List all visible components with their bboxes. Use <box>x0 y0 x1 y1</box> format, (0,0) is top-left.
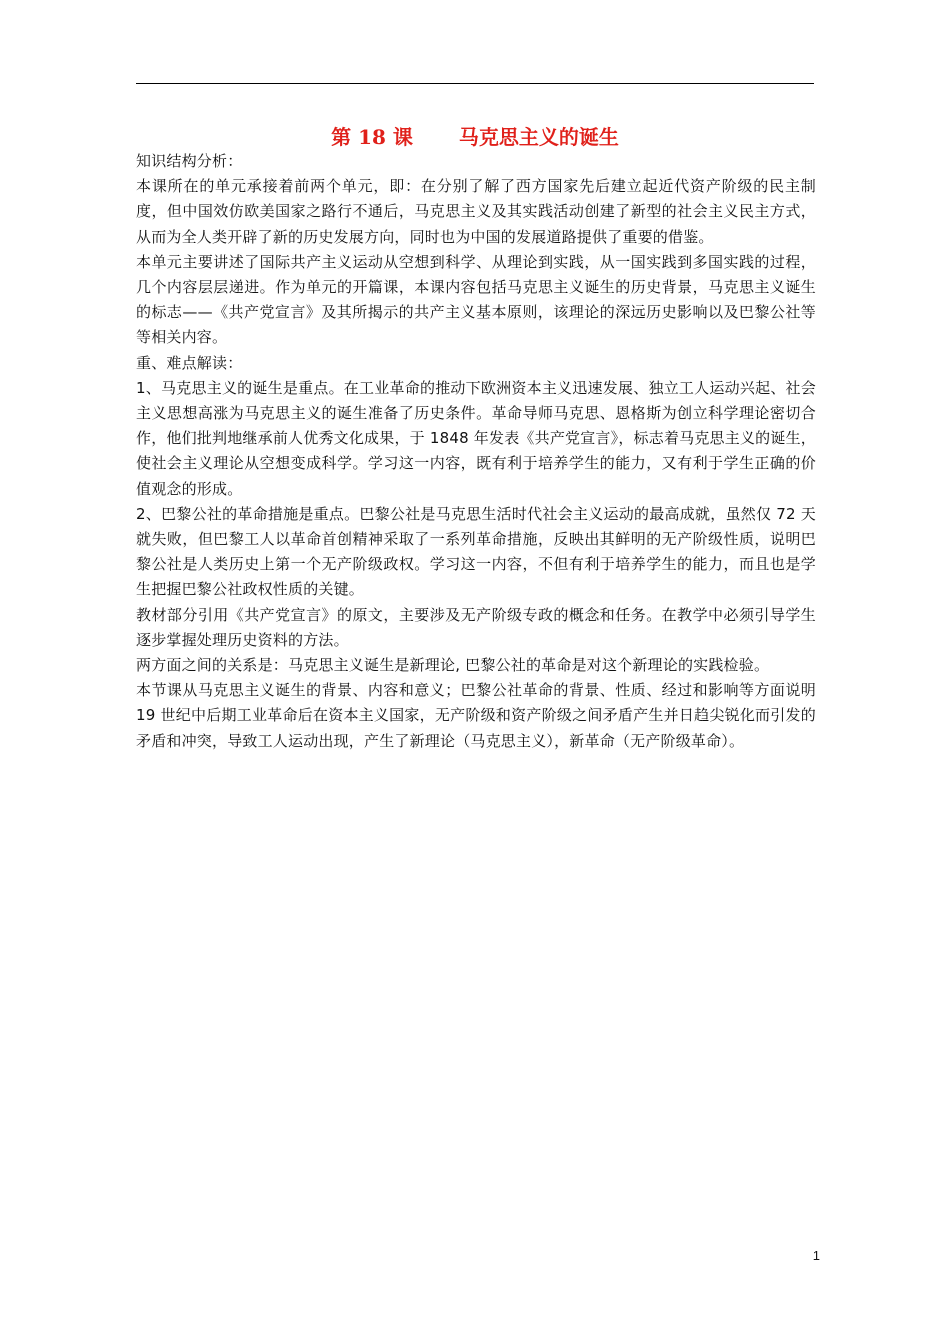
paragraph-unit-context: 本课所在的单元承接着前两个单元，即：在分别了解了西方国家先后建立起近代资产阶级的民主制度，但中国效仿欧美国家之路行不通后，马克思主义及其实践活动创建了新型的社会主义民主方式，从而为全人类开辟了新的历史发展方向，同时也为中国的发展道路提供了重要的借鉴。 <box>136 177 816 246</box>
paragraph-textbook-note: 教材部分引用《共产党宣言》的原文，主要涉及无产阶级专政的概念和任务。在教学中必须引导学生逐步掌握处理历史资料的方法。 <box>136 605 816 649</box>
header-rule <box>136 83 814 84</box>
section-heading-key-points: 重、难点解读： <box>136 353 243 372</box>
page-title <box>136 122 814 152</box>
paragraph-key-point-1: 1、马克思主义的诞生是重点。在工业革命的推动下欧洲资本主义迅速发展、独立工人运动兴起、社会主义思想高涨为马克思主义的诞生准备了历史条件。革命导师马克思、恩格斯为创立科学理论密切合作，他们批判地继承前人优秀文化成果，于 1848 年发表《共产党宣言》，标志着马克思主义的诞生，使社会主义理论从空想变成科学。学习这一内容，既有利于培养学生的能力，又有利于学生正确的价值观念的形成。 <box>136 378 816 498</box>
paragraph-key-point-2: 2、巴黎公社的革命措施是重点。巴黎公社是马克思生活时代社会主义运动的最高成就，虽然仅 72 天就失败，但巴黎工人以革命首创精神采取了一系列革命措施，反映出其鲜明的无产阶级性质，说明巴黎公社是人类历史上第一个无产阶级政权。学习这一内容，不但有利于培养学生的能力，而且也是学生把握巴黎公社政权性质的关键。 <box>136 504 816 599</box>
paragraph-relationship: 两方面之间的关系是：马克思主义诞生是新理论, 巴黎公社的革命是对这个新理论的实践检验。 <box>136 656 770 675</box>
document-body <box>136 149 816 754</box>
lesson-number: 第 18 课 <box>331 125 413 149</box>
page-number: 1 <box>812 1248 820 1263</box>
paragraph-lesson-summary: 本节课从马克思主义诞生的背景、内容和意义；巴黎公社革命的背景、性质、经过和影响等方面说明 19 世纪中后期工业革命后在资本主义国家，无产阶级和资产阶级之间矛盾产生并日趋尖锐化而引发的矛盾和冲突，导致工人运动出现，产生了新理论（马克思主义），新革命（无产阶级革命）。 <box>136 681 816 750</box>
paragraph-unit-overview: 本单元主要讲述了国际共产主义运动从空想到科学、从理论到实践，从一国实践到多国实践的过程，几个内容层层递进。作为单元的开篇课，本课内容包括马克思主义诞生的历史背景，马克思主义诞生的标志——《共产党宣言》及其所揭示的共产主义基本原则，该理论的深远历史影响以及巴黎公社等等相关内容。 <box>136 252 816 347</box>
lesson-title: 马克思主义的诞生 <box>458 125 619 149</box>
section-heading-structure: 知识结构分析： <box>136 152 243 170</box>
